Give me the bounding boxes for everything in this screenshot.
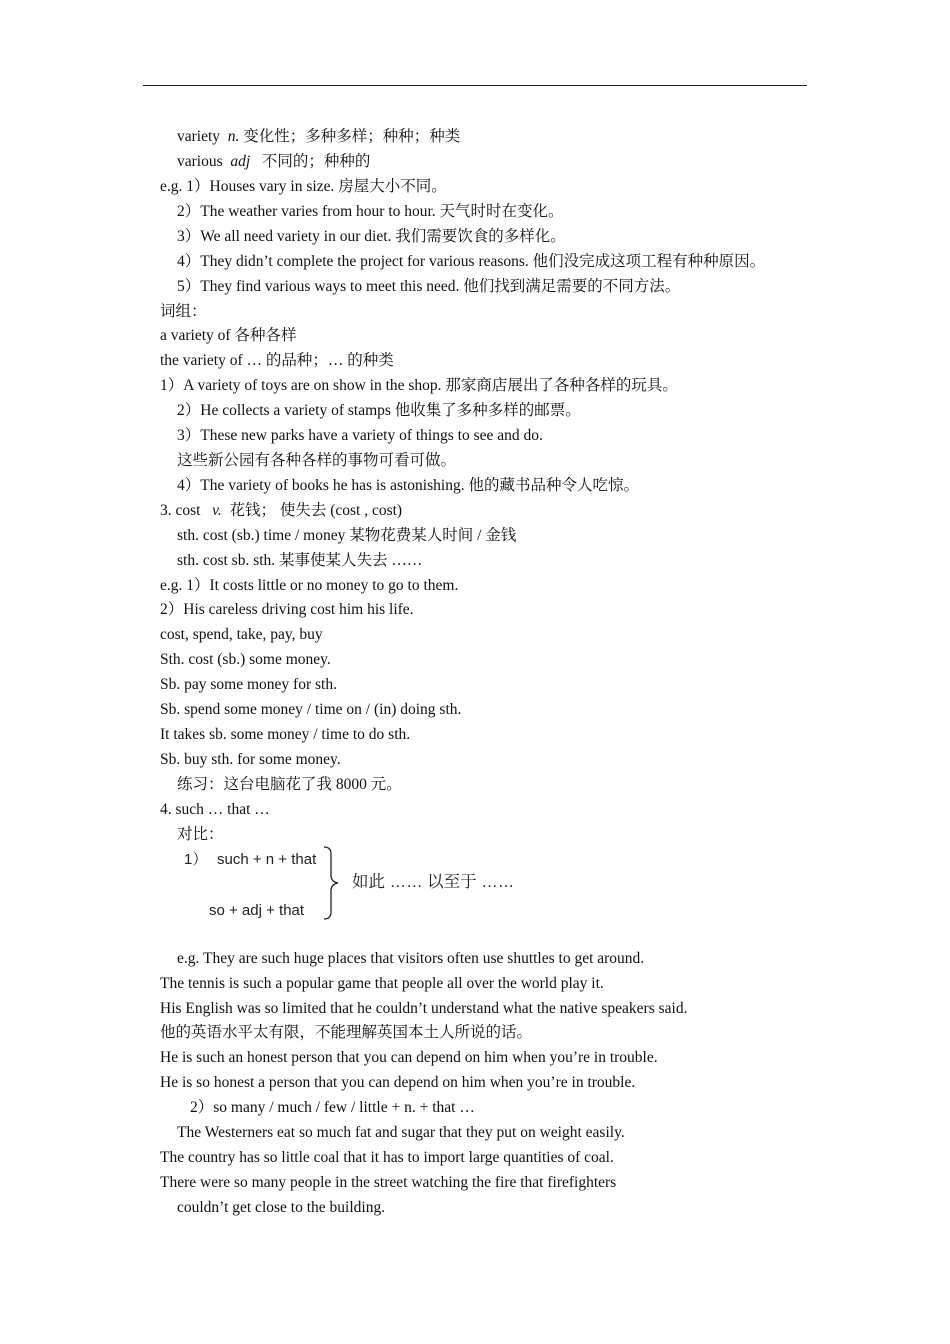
diagram-meaning: 如此 …… 以至于 …… xyxy=(352,873,515,891)
phrase-line: a variety of 各种各样 xyxy=(160,327,297,344)
pattern-so: so + adj + that xyxy=(209,902,305,919)
usage-line: Sb. pay some money for sth. xyxy=(160,676,337,693)
such-so-diagram xyxy=(180,844,560,926)
diagram-number: 1） xyxy=(184,851,208,868)
vocab-various xyxy=(177,152,370,172)
section-label: 词组： xyxy=(160,303,207,320)
example-line: e.g. 1）Houses vary in size. 房屋大小不同。 xyxy=(160,178,447,195)
curly-brace-icon xyxy=(320,844,350,924)
word-list: cost, spend, take, pay, buy xyxy=(160,626,323,643)
usage-line: sth. cost (sb.) time / money 某物花费某人时间 / 金钱 xyxy=(177,527,517,544)
usage-line: sth. cost sb. sth. 某事使某人失去 …… xyxy=(177,552,423,569)
exercise-line: 练习：这台电脑花了我 8000 元。 xyxy=(177,776,402,793)
header-rule xyxy=(143,85,807,86)
part-of-speech: n. xyxy=(227,128,240,145)
definition: 变化性；多种多样；种种；种类 xyxy=(243,128,461,145)
example-line: e.g. 1）It costs little or no money to go to them. xyxy=(160,577,459,594)
heading: 3. cost xyxy=(160,502,201,519)
section-heading: 4. such … that … xyxy=(160,801,270,818)
usage-line: Sth. cost (sb.) some money. xyxy=(160,651,331,668)
phrase-line: the variety of … 的品种；… 的种类 xyxy=(160,352,394,369)
example-line: 5）They find various ways to meet this need. 他们找到满足需要的不同方法。 xyxy=(177,278,681,295)
word: various xyxy=(177,153,223,170)
example-line: His English was so limited that he couldn’t understand what the native speakers said. xyxy=(160,1000,688,1017)
example-line: 2）His careless driving cost him his life. xyxy=(160,601,414,618)
word: variety xyxy=(177,128,221,145)
vocab-cost xyxy=(160,501,402,521)
example-line: The tennis is such a popular game that people all over the world play it. xyxy=(160,975,604,992)
example-line: The country has so little coal that it has to import large quantities of coal. xyxy=(160,1149,614,1166)
translation-line: 这些新公园有各种各样的事物可看可做。 xyxy=(177,452,457,469)
pattern-such: such + n + that xyxy=(217,851,317,868)
definition: 花钱； 使失去 (cost , cost) xyxy=(229,502,403,519)
example-line: The Westerners eat so much fat and sugar that they put on weight easily. xyxy=(177,1124,625,1141)
usage-line: Sb. buy sth. for some money. xyxy=(160,751,341,768)
example-line: He is such an honest person that you can depend on him when you’re in trouble. xyxy=(160,1049,658,1066)
example-line: 1）A variety of toys are on show in the shop. 那家商店展出了各种各样的玩具。 xyxy=(160,377,678,394)
definition: 不同的；种种的 xyxy=(261,153,371,170)
example-line: 2）The weather varies from hour to hour. 天气时时在变化。 xyxy=(177,203,564,220)
vocab-variety xyxy=(177,127,460,147)
example-line: There were so many people in the street watching the fire that firefighters xyxy=(160,1174,617,1191)
example-line: 4）The variety of books he has is astonishing. 他的藏书品种令人吃惊。 xyxy=(177,477,639,494)
pattern-line: 2）so many / much / few / little + n. + that … xyxy=(190,1099,475,1116)
example-line: 4）They didn’t complete the project for various reasons. 他们没完成这项工程有种种原因。 xyxy=(177,253,766,270)
part-of-speech: adj xyxy=(230,153,251,170)
usage-line: Sb. spend some money / time on / (in) doing sth. xyxy=(160,701,462,718)
example-line: couldn’t get close to the building. xyxy=(177,1199,386,1216)
example-line: He is so honest a person that you can depend on him when you’re in trouble. xyxy=(160,1074,636,1091)
example-line: 2）He collects a variety of stamps 他收集了多种多样的邮票。 xyxy=(177,402,581,419)
example-line: 3）These new parks have a variety of things to see and do. xyxy=(177,427,543,444)
example-line: e.g. They are such huge places that visitors often use shuttles to get around. xyxy=(177,950,645,967)
compare-label: 对比： xyxy=(177,826,224,843)
translation-line: 他的英语水平太有限，不能理解英国本土人所说的话。 xyxy=(160,1024,533,1041)
example-line: 3）We all need variety in our diet. 我们需要饮食的多样化。 xyxy=(177,228,566,245)
usage-line: It takes sb. some money / time to do sth. xyxy=(160,726,411,743)
part-of-speech: v. xyxy=(212,502,222,519)
